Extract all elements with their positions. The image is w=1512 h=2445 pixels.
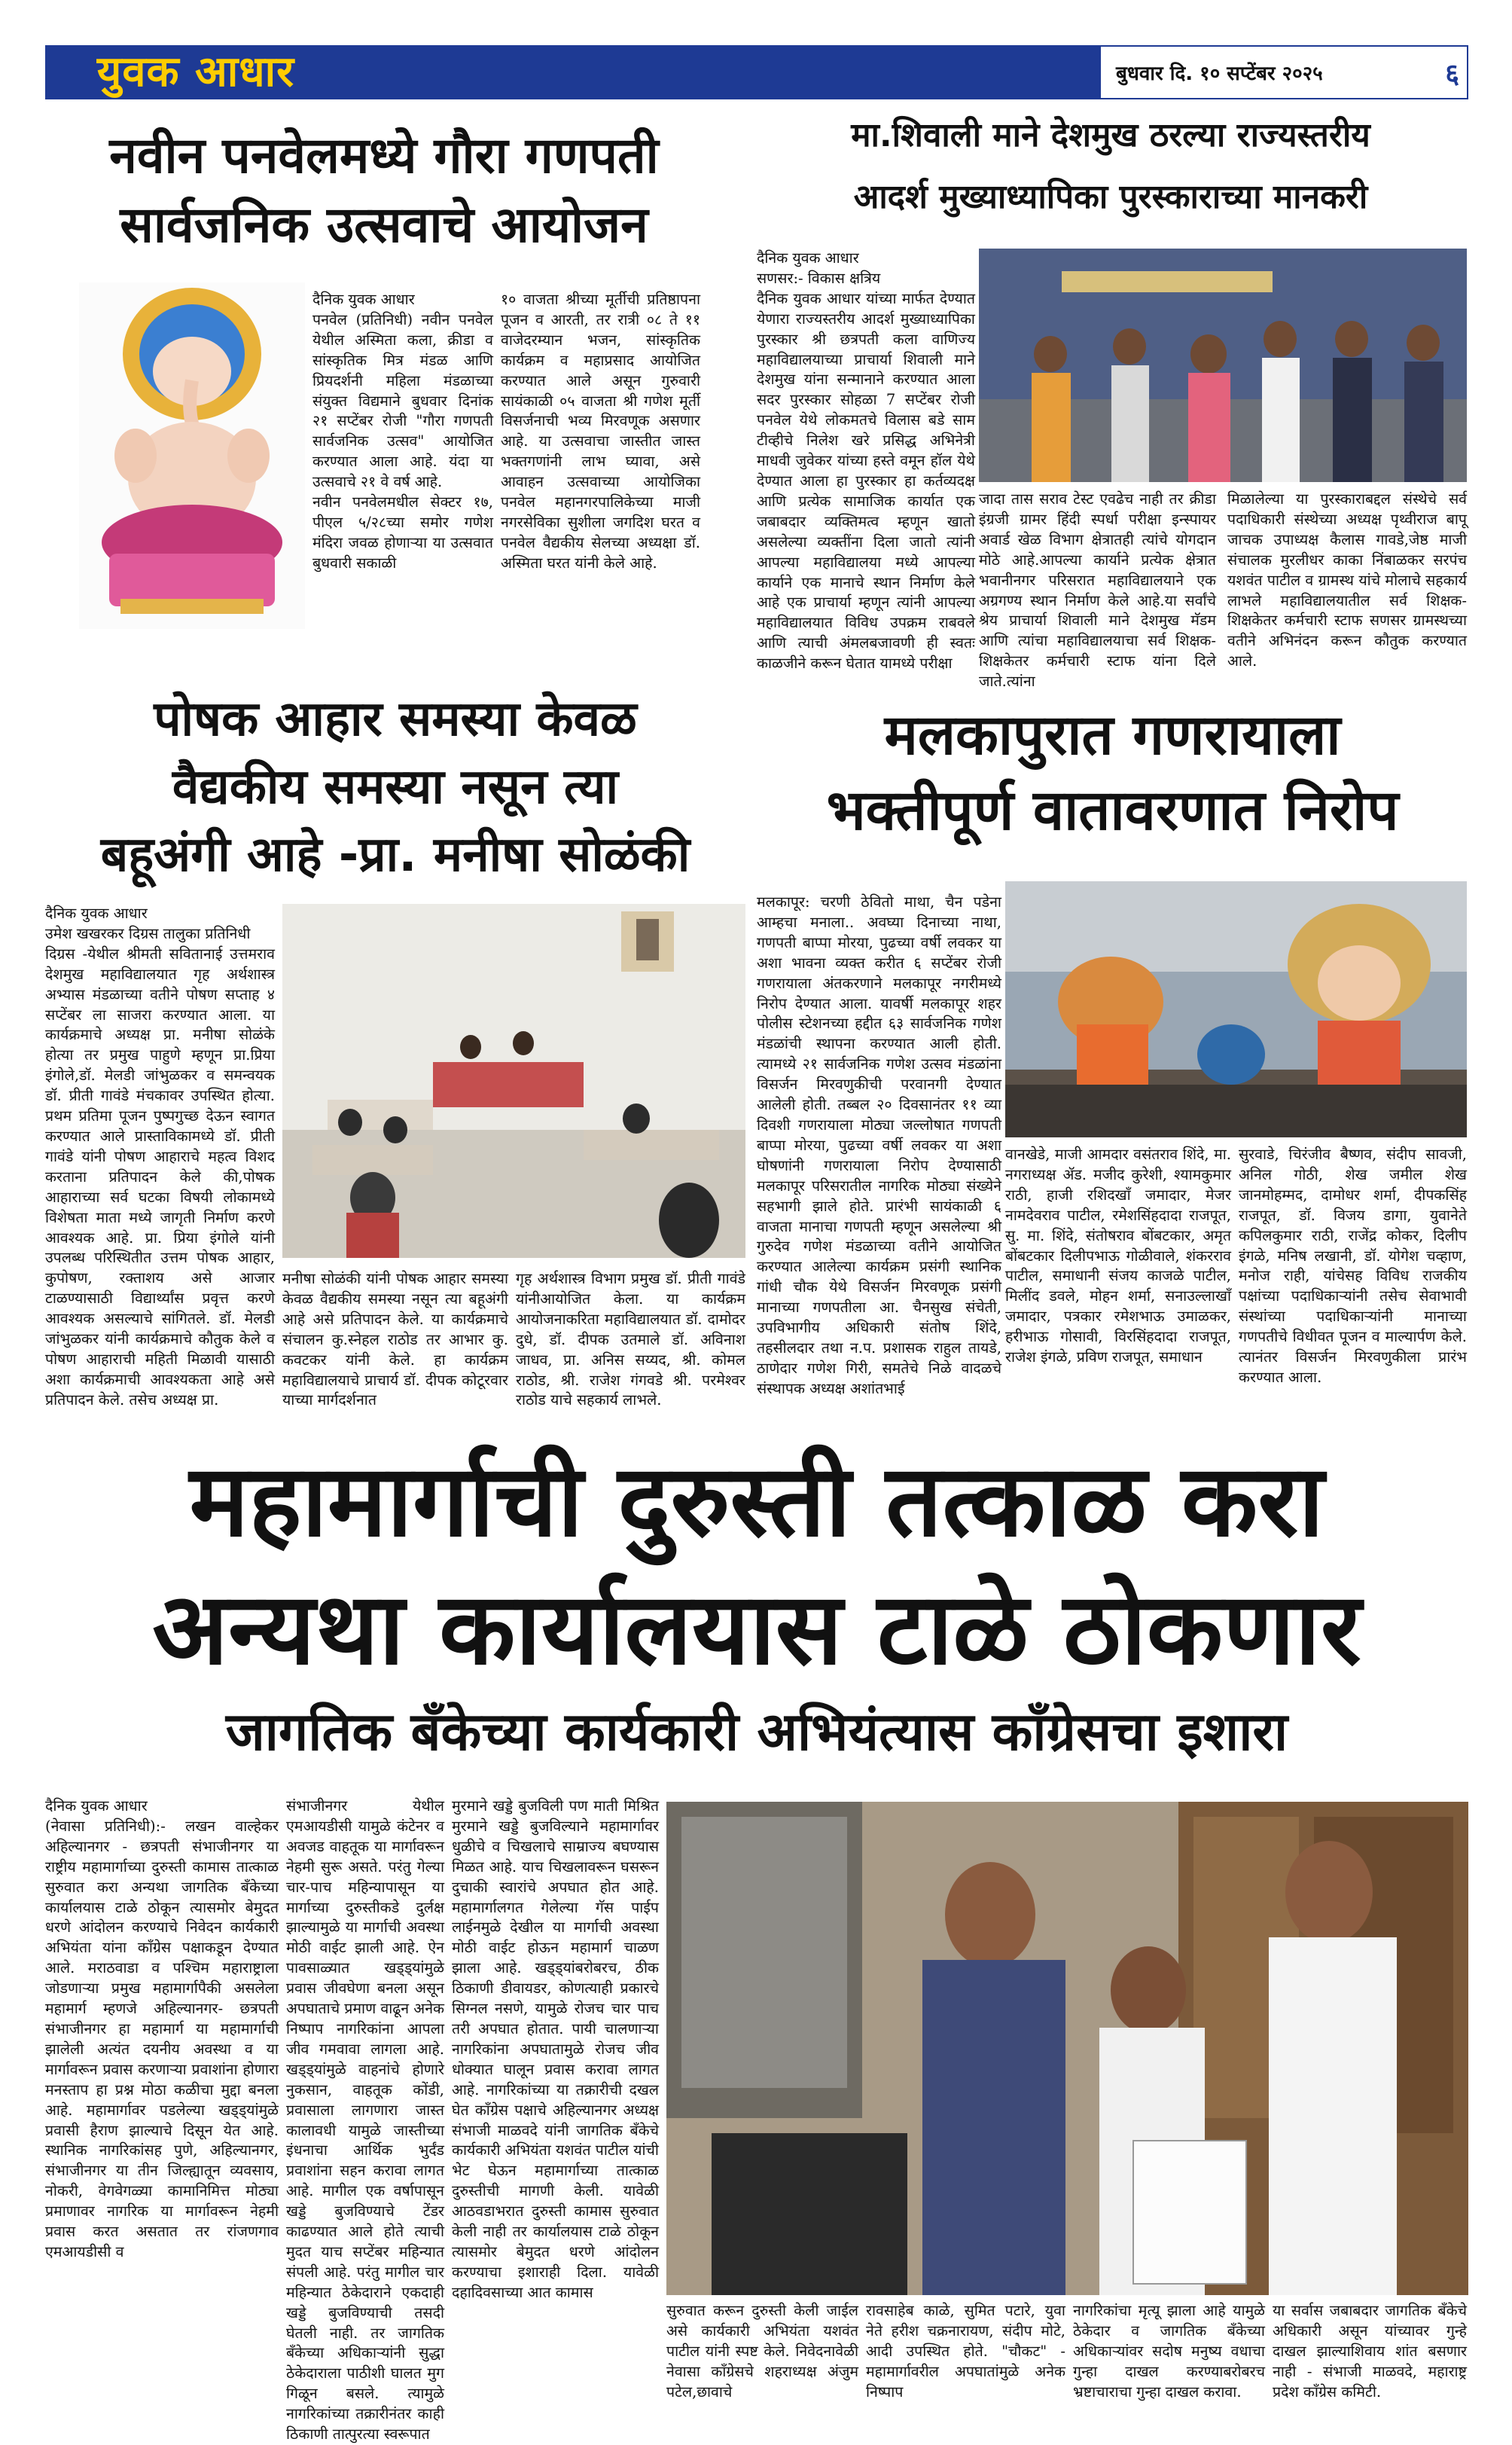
highway-column-2: [286, 1796, 444, 2443]
gauri-text-1: दैनिक युवक आधार पनवेल (प्रतिनिधी) नवीन पनवेल येथील अस्मिता कला, क्रीडा व सांस्कृतिक मित्र मंडळ आणि प्रियदर्शनी महिला मंडळाच्या संयुक्त विद्यमाने बुधवार दिनांक २१ सप्टेंबर रोजी "गौरा गणपती सार्वजनिक उत्सव" आयोजित करण्यात आला आहे. यंदा या उत्सवाचे २१ वे वर्ष आहे. नवीन पनवेलमधील सेक्टर १७, पीएल ५/२८च्या समोर गणेश मंदिरा जवळ होणाऱ्या या उत्सवात बुधवारी सकाळी: [312, 291, 493, 572]
nutrition-column-left: [45, 904, 275, 1409]
malkapur-text-mid: वानखेडे, माजी आमदार वसंतराव शिंदे, मा. नगराध्यक्ष ॲड. मजीद कुरेशी, श्यामकुमार राठी, हाजी रशिदखाँ जमादार, मेजर नामदेवराव पाटील, रमेशसिंहदादा राजपूत, सु. मा. शिंदे, संतोषराव बोंबटकार, अमृत बोंबटकार दिलीपभाऊ गोळीवाले, शंकरराव पाटील, समाधानी संजय काजळे पाटील, मिलींद डवले, मोहन शर्मा, सनाउल्लाखाँ जमादार, पत्रकार रमेशभाऊ उमाळकर, हरीभाऊ गोसावी, विरसिंहदादा राजपूत, राजेश इंगळे, प्रविण राजपूत, समाधान: [1005, 1146, 1231, 1366]
highway-caption-text-4: या सर्वास जबाबदार जागतिक बँकेचे अधिकारी असून यांच्यावर गुन्हे दाखल झाल्याशिवाय शांत बसणार नाही - संभाजी माळवदे, महाराष्ट्र प्रदेश काँग्रेस कमिटी.: [1273, 2302, 1467, 2401]
malkapur-column-mid: [1005, 1145, 1231, 1412]
nutrition-column-mid: [282, 1269, 508, 1409]
issue-date: बुधवार दि. १० सप्टेंबर २०२५: [1116, 63, 1323, 85]
nutrition-text-mid: मनीषा सोळंकी यांनी पोषक आहार समस्या केवळ वैद्यकीय समस्या नसून त्या बहूअंगी आहे असे प्रतिपादन केले. या कार्यक्रमाचे संचालन कु.स्नेहल राठोड तर आभार कु. कवटकर यांनी केले. हा कार्यक्रम महाविद्यालयाचे प्राचार्य डॉ. दीपक कोटूरवार याच्या मार्गदर्शनात: [282, 1270, 508, 1409]
malkapur-text-right: सुरवाडे, चिरंजीव बैष्णव, संदीप सावजी, अनिल गोठी, शेख जमील शेख जानमोहम्मद, दामोधर शर्मा, दीपकसिंह राजपूत, डॉ. विजय डागा, युवानेते कपिलकुमार राठी, राजेंद्र कोकर, दिलीप इंगळे, मनिष लखानी, डॉ. योगेश चव्हाण, मनोज राही, यांचेसह विविध राजकीय पक्षांच्या पदाधिकाऱ्यांनी तसेच सेवाभावी संस्थांच्या पदाधिकाऱ्यांनी मानाच्या गणपतीचे विधीवत पूजन व माल्यार्पण केले. त्यानंतर विसर्जन मिरवणुकीला प्रारंभ करण्यात आला.: [1239, 1146, 1467, 1386]
highway-text-3: मुरमाने खड्डे बुजविली पण माती मिश्रित मुरमाने खड्डे बुजविल्याने महामार्गावर धुळीचे व चिखलाचे साम्राज्य बघण्यास मिळत आहे. याच चिखलावरून घसरून दुचाकी स्वारांचे अपघात होत आहे. महामार्गालगत गेलेल्या गॅस पाईप लाईनमुळे देखील या मार्गाची अवस्था मोठी वाईट होऊन महामार्ग चाळण झाला आहे. खड्ड्यांबरोबरच, ठीक ठिकाणी डीवायडर, कोणत्याही प्रकारचे सिग्नल नसणे, यामुळे रोजच चार पाच तरी अपघात होतात. पायी चालणाऱ्या नागरिकांना अपघातामुळे रोजच जीव धोक्यात घालून प्रवास करावा लागत आहे. नागरिकांच्या या तक्रारीची दखल घेत काँग्रेस पक्षाचे अहिल्यानगर अध्यक्ष संभाजी माळवदे यांनी जागतिक बँकेचे कार्यकारी अभियंता यशवंत पाटील यांची भेट घेऊन महामार्गाच्या तात्काळ दुरुस्तीची मागणी केली. यावेळी आठवडाभरात दुरुस्ती कामास सुरुवात केली नाही तर कार्यालयास टाळे ठोकून त्यासमोर बेमुदत धरणे आंदोलन करण्याचा इशाराही दिला. यावेळी दहादिवसाच्या आत कामास: [452, 1797, 659, 2301]
malkapur-headline-2: भक्तीपूर्ण वातावरणात निरोप: [826, 778, 1399, 843]
shivali-text-right: मिळालेल्या या पुरस्काराबद्दल संस्थेचे सर्व पदाधिकारी संस्थेच्या अध्यक्ष पृथ्वीराज बापू जाचक उपाध्यक्ष कैलास गावडे,जेष्ठ माजी संचालक मुरलीधर काका निंबाळकर सरपंच यशवंत पाटील व ग्रामस्थ यांचे मोलाचे सहकार्य लाभले महाविद्यालयातील सर्व शिक्षक-शिक्षकेतर कर्मचारी स्टाफ सणसर ग्रामस्थच्या वतीने अभिनंदन करून कौतुक करण्यात आले.: [1227, 490, 1467, 670]
nutrition-headline-1: पोषक आहार समस्या केवळ: [154, 691, 637, 747]
highway-text-2: संभाजीनगर येथील एमआयडीसी यामुळे कंटेनर व अवजड वाहतूक या मार्गावरून नेहमी सुरू असते. परंतु गेल्या चार-पाच महिन्यापासून या मार्गाच्या दुरुस्तीकडे दुर्लक्ष झाल्यामुळे या मार्गाची अवस्था मोठी वाईट झाली आहे. ऐन पावसाळ्यात खड्ड्यांमुळे प्रवास जीवघेणा बनला असून अपघाताचे प्रमाण वाढून अनेक निष्पाप नागरिकांना आपला जीव गमवावा लागला आहे. खड्ड्यांमुळे वाहनांचे होणारे नुकसान, वाहतूक कोंडी, प्रवासाला लागणारा जास्त कालावधी यामुळे जास्तीच्या इंधनाचा आर्थिक भुर्दंड प्रवाशांना सहन करावा लागत आहे. मागील एक वर्षापासून खड्डे बुजविण्याचे टेंडर काढण्यात आले होते त्याची मुदत याच सप्टेंबर महिन्यात संपली आहे. परंतु मागील चार महिन्यात ठेकेदाराने एकदाही खड्डे बुजविण्याची तसदी घेतली नाही. तर जागतिक बँकेच्या अधिकाऱ्यांनी सुद्धा ठेकेदाराला पाठीशी घालत मुग गिळून बसले. त्यामुळे नागरिकांच्या तक्रारीनंतर काही ठिकाणी तात्पुरत्या स्वरूपात: [286, 1797, 444, 2443]
highway-caption-text-2: रावसाहेब काळे, सुमित पटारे, युवा नेते हरीश चक्रनारायण, संदीप मोटे, आदी उपस्थित होते. "चौकट" - महामार्गावरील अपघातांमुळे अनेक निष्पाप: [866, 2302, 1065, 2401]
memorandum-handover-photo: [666, 1802, 1468, 2295]
highway-text-1: दैनिक युवक आधार (नेवासा प्रतिनिधी):- लखन वाल्हेकर अहिल्यानगर - छत्रपती संभाजीनगर या राष्ट्रीय महामार्गाच्या दुरुस्ती कामास तात्काळ सुरुवात करा अन्यथा जागतिक बँकेच्या कार्यालयास टाळे ठोकून त्यासमोर बेमुदत धरणे आंदोलन करण्याचे निवेदन कार्यकारी अभियंता यांना काँग्रेस पक्षाकडून देण्यात आले. मराठवाडा व पश्चिम महाराष्ट्राला जोडणाऱ्या प्रमुख महामार्गापैकी असलेला महामार्ग म्हणजे अहिल्यानगर- छत्रपती संभाजीनगर हा महामार्ग या महामार्गाची झालेली अत्यंत दयनीय अवस्था व या मार्गावरून प्रवास करणाऱ्या प्रवाशांना होणारा मनस्ताप हा प्रश्न मोठा कळीचा मुद्दा बनला आहे. महामार्गावर पडलेल्या खड्ड्यांमुळे प्रवासी हैराण झाल्याचे दिसून येत आहे. स्थानिक नागरिकांसह पुणे, अहिल्यानगर, संभाजीनगर या तीन जिल्ह्यातून व्यवसाय, नोकरी, वेगवेगळ्या कामानिमित्त मोठ्या प्रमाणावर नागरिक या मार्गावरून नेहमी प्रवास करत असतात तर रांजणगाव एमआयडीसी व: [45, 1797, 279, 2260]
nutrition-column-right: [516, 1269, 745, 1409]
shivali-text-left: दैनिक युवक आधार सणसर:- विकास क्षत्रिय दैनिक युवक आधार यांच्या मार्फत देण्यात येणारा राज्यस्तरीय आदर्श मुख्याध्यापिका पुरस्कार श्री छत्रपती कला वाणिज्य महाविद्यालयाच्या प्राचार्या शिवाली माने देशमुख यांना सन्मानाने करण्यात आला सदर पुरस्कार सोहळा 7 सप्टेंबर रोजी पनवेल येथे लोकमतचे विलास बडे साम टीव्हीचे निलेश खरे प्रसिद्ध अभिनेत्री माधवी जुवेकर यांच्या हस्ते वमून हॉल येथे देण्यात आला हा पुरस्कार हा कर्तव्यदक्ष आणि प्रत्येक सामाजिक कार्यात एक जबाबदार व्यक्तिमत्व म्हणून खातो असलेल्या व्यक्तींना दिला जातो त्यांनी आपल्या महाविद्यालया मध्ये आपल्या कार्याने एक मानाचे स्थान निर्माण केले आहे एक प्राचार्या म्हणून त्यांनी आपल्या महाविद्यालयात विविध उपक्रम राबवले आणि त्याची अंमलबजावणी ही स्वतः काळजीने करून घेतात यामध्ये परीक्षा: [757, 249, 975, 673]
highway-caption-3: [1073, 2301, 1265, 2401]
highway-headline-1: महामार्गाची दुरुस्ती तत्काळ करा: [189, 1443, 1325, 1559]
shivali-column-mid: [979, 490, 1216, 691]
nutrition-headline-3: बहूअंगी आहे -प्रा. मनीषा सोळंकी: [100, 827, 690, 883]
highway-column-1: [45, 1796, 279, 2369]
malkapur-text-left: मलकापूर: चरणी ठेवितो माथा, चैन पडेना आम्हचा मनाला.. अवघ्या दिनाच्या नाथा, गणपती बाप्पा मोरया, पुढच्या वर्षी लवकर या अशा भावना व्यक्त करीत ६ सप्टेंबर रोजी गणरायाला अंतकरणाने मलकापूर नगरीमध्ये निरोप देण्यात आला. यावर्षी मलकापूर शहर पोलीस स्टेशनच्या हद्दीत ६३ सार्वजनिक गणेश मंडळांची स्थापना करण्यात आली होती. त्यामध्ये २१ सार्वजनिक गणेश उत्सव मंडळांना विसर्जन मिरवणुकीची परवानगी देण्यात आलेली होती. तब्बल २० दिवसानंतर ११ व्या दिवशी गणरायाला मोठ्या जल्लोषात गणपती बाप्पा मोरया, पुढच्या वर्षी लवकर या अशा घोषणांनी गणरायाला निरोप देण्यासाठी मलकापूर परिसरातील नागरिक मोठ्या संख्येने सहभागी झाले होते. प्रारंभी सायंकाळी ६ वाजता मानाचा गणपती म्हणून असलेल्या श्री गुरुदेव गणेश मंडळाच्या वतीने आयोजित करण्यात आलेल्या कार्यक्रम प्रसंगी स्थानिक गांधी चौक येथे विसर्जन मिरवणूक प्रसंगी मानाच्या गणपतीला आ. चैनसुख संचेती, उपविभागीय अधिकारी संतोष शिंदे, तहसीलदार तथा न.प. प्रशासक राहुल तायडे, ठाणेदार गणेश गिरी, समतेचे निळे वादळचे संस्थापक अध्यक्ष अशांतभाई: [757, 893, 1001, 1397]
gauri-column-2: [501, 290, 700, 636]
nutrition-headline-2: वैद्यकीय समस्या नसून त्या: [172, 759, 619, 815]
highway-caption-text-3: नागरिकांचा मृत्यू झाला आहे यामुळे ठेकेदार व जागतिक बँकेच्या अधिकाऱ्यांवर सदोष मनुष्य वधाचा गुन्हा दाखल करण्याबरोबरच भ्रष्टाचाराचा गुन्हा दाखल करावा.: [1073, 2302, 1265, 2401]
malkapur-column-right: [1239, 1145, 1467, 1412]
highway-subheadline: जागतिक बँकेच्या कार्यकारी अभियंत्यास काँग्रेसचा इशारा: [225, 1701, 1288, 1763]
ganesha-idol-photo: [79, 282, 305, 629]
malkapur-column-left: [757, 893, 1001, 1412]
page-number: ६: [1445, 58, 1459, 90]
gauri-headline-1: नवीन पनवेलमध्ये गौरा गणपती: [109, 127, 659, 185]
highway-caption-4: [1273, 2301, 1467, 2401]
highway-column-3: [452, 1796, 659, 2369]
highway-caption-2: [866, 2301, 1065, 2401]
gauri-text-2: १० वाजता श्रीच्या मूर्तीची प्रतिष्ठापना पूजन व आरती, तर रात्री ०८ ते ११ वाजेदरम्यान भजन, सांस्कृतिक कार्यक्रम व महाप्रसाद आयोजित करण्यात आले असून गुरुवारी सायंकाळी ०५ वाजता श्री गणेश मूर्ती विसर्जनाची भव्य मिरवणूक असणार आहे. या उत्सवाचा जास्तीत जास्त भक्तगणांनी लाभ घ्यावा, असे आवाहन उत्सवाच्या आयोजिका पनवेल महानगरपालिकेच्या माजी नगरसेविका सुशीला जगदिश घरत व पनवेल वैद्यकीय सेलच्या अध्यक्षा डॉ. अस्मिता घरत यांनी केले आहे.: [501, 291, 700, 572]
ganesh-procession-photo: [1005, 881, 1467, 1137]
nutrition-text-left: दैनिक युवक आधार उमेश खखरकर दिग्रस तालुका प्रतिनिधी दिग्रस -येथील श्रीमती सवितानाई उत्तमराव देशमुख महाविद्यालयात गृह अर्थशास्त्र अभ्यास मंडळाच्या वतीने पोषण सप्ताह ४ सप्टेंबर ला साजरा करण्यात आला. या कार्यक्रमाचे अध्यक्ष प्रा. मनीषा सोळंके होत्या तर प्रमुख पाहुणे म्हणून प्रा.प्रिया इंगोले,डॉ. मेलडी जांभुळकर व समन्वयक डॉ. प्रीती गावंडे मंचकावर उपस्थित होत्या. प्रथम प्रतिमा पूजन पुष्पगुच्छ देऊन स्वागत करण्यात आले प्रास्ताविकामध्ये डॉ. प्रीती गावंडे यांनी पोषण आहाराचे महत्व विशद करताना प्रतिपादन केले की,पोषक आहाराच्या सर्व घटका विषयी लोकामध्ये विशेषता माता मध्ये जागृती निर्माण करणे आवश्यक आहे. प्रा. प्रिया इंगोले यांनी उपलब्ध परिस्थितीत उत्तम पोषक आहार, कुपोषण, रक्ताशय असे आजार टाळण्यासाठी विद्यार्थ्यांस प्रवृत्त करणे आवश्यक असल्याचे सांगितले. डॉ. मेलडी जांभुळकर यांनी कार्यक्रमाचे कौतुक केले व पोषण आहाराची महिती मिळावी यासाठी अशा कार्यक्रमाची आवश्यकता आहे असे प्रतिपादन केले. तसेच अध्यक्ष प्रा.: [45, 905, 275, 1409]
highway-headline-2: अन्यथा कार्यालयास टाळे ठोकणार: [152, 1571, 1361, 1687]
shivali-column-right: [1227, 490, 1467, 670]
highway-caption-1: [666, 2301, 858, 2401]
gauri-column-1: [312, 290, 493, 636]
award-ceremony-photo: [979, 249, 1467, 482]
shivali-headline-2: आदर्श मुख्याध्यापिका पुरस्काराच्या मानकरी: [853, 178, 1368, 216]
shivali-column-left: [757, 249, 975, 673]
shivali-text-mid: जादा तास सराव टेस्ट एवढेच नाही तर क्रीडा इंग्रजी ग्रामर हिंदी स्पर्धा परीक्षा इन्स्पायर अवार्ड खेळ विभाग क्षेत्रातही त्यांचे योगदान मोठे आहे.आपल्या कार्याने प्रत्येक क्षेत्रात भवानीनगर परिसरात महाविद्यालयाने एक अग्रगण्य स्थान निर्माण केले आहे.या सर्वांचे श्रेय प्राचार्या शिवाली माने देशमुख मॅडम आणि त्यांचा महाविद्यालयाचा सर्व शिक्षक-शिक्षकेतर कर्मचारी स्टाफ यांना दिले जाते.त्यांना: [979, 490, 1216, 691]
masthead-dateline: [1099, 45, 1468, 99]
classroom-event-photo: [282, 904, 745, 1258]
shivali-headline-1: मा.शिवाली माने देशमुख ठरल्या राज्यस्तरीय: [851, 116, 1370, 154]
highway-caption-text-1: सुरुवात करून दुरुस्ती केली जाईल असे कार्यकारी अभियंता यशवंत पाटील यांनी स्पष्ट केले. निवेदनावेळी नेवासा काँग्रेसचे शहराध्यक्ष अंजुम पटेल,छावाचे: [666, 2302, 858, 2401]
malkapur-headline-1: मलकापुरात गणरायाला: [884, 703, 1341, 768]
newspaper-logo: युवक आधार: [45, 45, 346, 99]
gauri-headline-2: सार्वजनिक उत्सवाचे आयोजन: [120, 196, 648, 254]
nutrition-text-right: गृह अर्थशास्त्र विभाग प्रमुख डॉ. प्रीती गावंडे यांनीआयोजित केला. या कार्यक्रम आयोजनाकरिता महाविद्यालयात डॉ. दामोदर दुधे, डॉ. दीपक उतमाले डॉ. अविनाश जाधव, प्रा. अनिस सय्यद, श्री. कोमल राठोड, श्री. राजेश गंगवडे श्री. परमेश्वर राठोड याचे सहकार्य लाभले.: [516, 1270, 745, 1409]
